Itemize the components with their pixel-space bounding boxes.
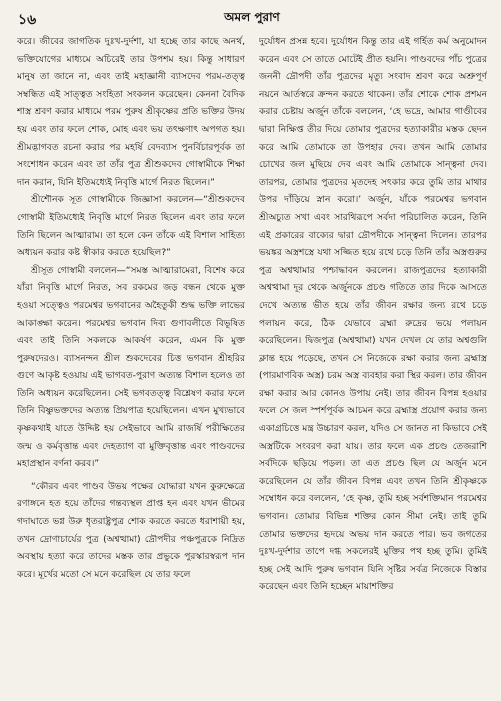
- left-column: [17, 34, 245, 694]
- right-paragraph-1: দুর্যোধন প্রসন্ন হবে। দুর্যোধন কিন্তু তার এই গর্হিত কর্ম অনুমোদন করেন এবং সে তাতে মোটেই প্রীত হয়নি। পাণ্ডবদের পাঁচ পুত্রের জননী দ্রৌপদী তাঁর পুত্রদের মৃত্যু সংবাদ শ্রবণ করে অশ্রুপূর্ণ নয়নে আর্তস্বরে ক্রন্দন করতে থাকেন। তাঁর শোকে শোক প্রশমন করার চেষ্টায় অর্জুন তাঁকে বললেন, ‘হে ভদ্রে, আমার গাণ্ডীবের দ্বারা নিক্ষিপ্ত তীর দিয়ে তোমার পুত্রদের হত্যাকারীর মস্তক ছেদন করে আমি তোমাকে তা উপহার দেব। তখন আমি তোমার চোখের জল মুছিয়ে দেব এবং আমি তোমাকে সান্ত্বনা দেব। তারপর, তোমার পুত্রদের মৃতদেহ সৎকার করে তুমি তার মাথার উপর দাঁড়িয়ে স্নান করো।’ অর্জুন, যাঁকে পরমেশ্বর ভগবান শ্রীঅচ্যুত সখা এবং সারথিরূপে সর্বদা পরিচালিত করেন, তিনি এই প্রকারের বাক্যের দ্বারা দ্রৌপদীকে সান্ত্বনা দিলেন। তারপর ভয়ঙ্কর অস্ত্রশস্ত্রে যথা সজ্জিত হয়ে রথে চড়ে তিনি তাঁর অস্ত্রগুরুর পুত্র অশ্বত্থামার পশ্চাদ্ধাবন করলেন। রাজপুত্রদের হত্যাকারী অশ্বত্থামা দূর থেকে অর্জুনকে প্রচণ্ড গতিতে তার দিকে আসতে দেখে অত্যন্ত ভীত হয়ে তাঁর জীবন রক্ষার জন্য রথে চড়ে পলায়ন করে, ঠিক যেভাবে ব্রহ্মা রুদ্রের ভয়ে পলায়ন করেছিলেন। দ্বিজপুত্র (অশ্বত্থামা) যখন দেখল যে তার অশ্বগুলি ক্লান্ত হয়ে পড়েছে, তখন সে নিজেকে রক্ষা করার জন্য ব্রহ্মাস্ত্র (পারমাণবিক অস্ত্র) চরম অস্ত্র ব্যবহার করা স্থির করল। তার জীবন রক্ষা করার আর কোনও উপায় নেই। তার জীবন বিপন্ন হওয়ার ফলে সে জল স্পর্শপূর্বক আচমন করে ব্রহ্মাস্ত্র প্রয়োগ করার জন্য একাগ্রচিত্তে মন্ত্র উচ্চারণ করল, যদিও সে জানত না কিভাবে সেই অস্ত্রটিকে সংবরণ করা যায়। তার ফলে এক প্রচণ্ড তেজরাশি সর্বদিকে ছড়িয়ে পড়ল। তা এত প্রচণ্ড ছিল যে অর্জুন মনে করেছিলেন যে তাঁর জীবন বিপন্ন এবং তখন তিনি শ্রীকৃষ্ণকে সম্বোধন করে বললেন, ‘হে কৃষ্ণ, তুমি হচ্ছ সর্বশক্তিমান পরমেশ্বর ভগবান। তোমার বিভিন্ন শক্তির কোন সীমা নেই। তাই তুমি তোমার ভক্তদের হৃদয়ে অভয় দান করতে পার। ভব জগতের দুঃখ-দুর্দশার তাপে দগ্ধ সকলেরই মুক্তির পথ হচ্ছ তুমি। তুমিই হচ্ছ সেই আদি পুরুষ ভগবান যিনি সৃষ্টির সর্বত্র নিজেকে বিস্তার করেছেন এবং তিনি হচ্ছেন মায়াশক্তির: [259, 37, 487, 593]
- running-title: অমল পুরাণ: [224, 10, 280, 24]
- left-paragraph-4: “কৌরব এবং পাণ্ডব উভয় পক্ষের যোদ্ধারা যখন কুরুক্ষেত্রে রণাঙ্গনে হত হয়ে তাঁদের গন্তব্যস্থল প্রাপ্ত হন এবং যখন ভীমের গদাঘাতে ভগ্ন উরু ধৃতরাষ্ট্রপুত্র শোক করতে করতে ধরাশায়ী হয়, তখন দ্রোণাচার্যের পুত্র (অশ্বত্থামা) দ্রৌপদীর পঞ্চপুত্রকে নিদ্রিত অবস্থায় হত্যা করে তাদের মস্তক তার প্রভুকে পুরস্কারস্বরূপ দান করে। মূর্খের মতো সে মনে করেছিল যে তার ফলে: [17, 481, 245, 580]
- left-paragraph-2: শ্রীশৌনক সূত গোস্বামীকে জিজ্ঞাসা করলেন—“শ্রীশুকদেব গোস্বামী ইতিমধ্যেই নিবৃত্তি মার্গে নিরত ছিলেন এবং তার ফলে তিনি ছিলেন আত্মারাম। তা হলে কেন তাঁকে এই বিশাল সাহিত্য অধ্যয়ন করার কষ্ট স্বীকার করতে হয়েছিল?”: [17, 195, 245, 259]
- page-number: ১৬: [18, 12, 37, 28]
- page-header: [17, 6, 487, 34]
- text-columns: [17, 34, 487, 694]
- left-paragraph-1: করে। জীবের জাগতিক দুঃখ-দুর্দশা, যা হচ্ছে তার কাছে অনর্থ, ভক্তিযোগের মাধ্যমে অচিরেই তার উপশম হয়। কিন্তু সাধারণ মানুষ তা জানে না, এবং তাই মহাজ্ঞানী ব্যাসদেব পরম-তত্ত্ব সম্বন্ধিত এই সাত্ত্বত সংহিতা সংকলন করেছেন। কেননা বৈদিক শাস্ত্র শ্রবণ করার মাধ্যমে পরম পুরুষ শ্রীকৃষ্ণের প্রতি ভক্তির উদয় হয় এবং তার ফলে শোক, মোহ এবং ভয় তৎক্ষণাৎ অপগত হয়। শ্রীমদ্ভাগবত রচনা করার পর মহর্ষি বেদব্যাস পুনর্বিচারপূর্বক তা সংশোধন করেন এবং তা তাঁর পুত্র শ্রীশুকদেব গোস্বামীকে শিক্ষা দান করান, যিনি ইতিমধ্যেই নিবৃত্তি মার্গে নিরত ছিলেন।”: [17, 37, 245, 188]
- left-paragraph-3: শ্রীসূত গোস্বামী বললেন—“সমস্ত আত্মারামেরা, বিশেষ করে যাঁরা নিবৃত্তি মার্গে নিরত, সব রকমের জড় বন্ধন থেকে মুক্ত হওয়া সত্ত্বেও পরমেশ্বর ভগবানের অহৈতুকী শুদ্ধ ভক্তি লাভের আকাঙ্ক্ষা করেন। পরমেশ্বর ভগবান দিব্য গুণাবলীতে বিভূষিত এবং তাই তিনি সকলকে আকর্ষণ করেন, এমন কি মুক্ত পুরুষদেরও। ব্যাসনন্দন শ্রীল শুকদেবের চিত্ত ভগবান শ্রীহরির গুণে আকৃষ্ট হওয়ায় এই ভাগবত-পুরাণ অত্যন্ত বিশাল হলেও তা তিনি অধ্যয়ন করেছিলেন। সেই ভগবতত্ত্ব বিশ্লেষণ করার ফলে তিনি বিষ্ণুভক্তদের অত্যন্ত প্রিয়পাত্র হয়েছিলেন। এখন মুখ্যভাবে কৃষ্ণকথাই যাতে উদ্দিষ্ট হয় সেইভাবে আমি রাজর্ষি পরীক্ষিতের জন্ম ও কর্মবৃত্তান্ত এবং দেহত্যাগ বা মুক্তিবৃত্তান্ত এবং পাণ্ডবদের মহাপ্রস্থান বর্ণনা করব।”: [17, 265, 245, 470]
- right-column: [259, 34, 487, 694]
